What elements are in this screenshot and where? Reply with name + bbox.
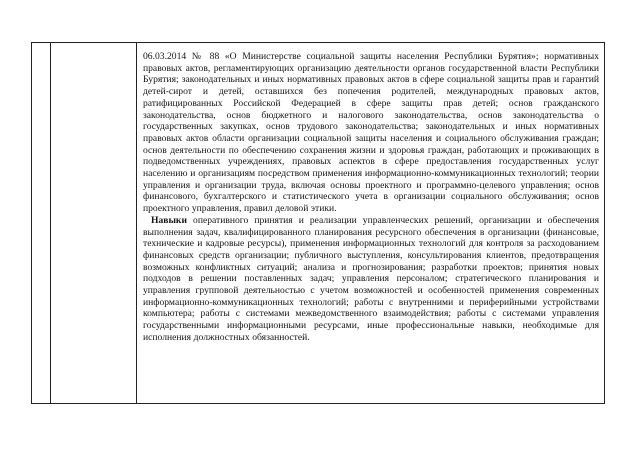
table-cell-position [51,43,137,404]
table-cell-number [32,43,51,404]
skills-label: Навыки [151,214,187,226]
table-row [32,43,605,404]
skills-paragraph [143,215,599,344]
knowledge-paragraph: 06.03.2014 № 88 «О Министерстве социальной защиты населения Республики Бурятия»; нормативных правовых актов, регламентирующих организацию деятельности органов государственной власти Республики Бурятия; законодательных и иных нормативных правовых актов в сфере социальной защиты прав и гарантий детей-сирот и детей, оставшихся без попечения родителей, международных правовых актов, ратифицированных Российской Федерацией в сфере защиты прав детей; основ гражданского законодательства, основ бюджетного и налогового законодательства, основ законодательства о государственных закупках, основ трудового законодательства; законодательных и иных нормативных правовых актов области организации социальной защиты населения и социального обслуживания граждан; основ деятельности по обеспечению сохранения жизни и здоровья граждан, работающих и проживающих в подведомственных учреждениях, правовых аспектов в сфере предоставления государственных услуг населению и организациям посредством применения информационно-коммуникационных технологий; теории управления и организации труда, включая основы проектного и программно-целевого управления; основ финансового, бухгалтерского и статистического учета в организации социального обслуживания; основ проектного управления, правил деловой этики. [143,51,599,215]
skills-text: оперативного принятия и реализации управленческих решений, организации и обеспечения выполнения задач, квалифицированного планирования ресурсного обеспечения в организации (финансовые, технические и кадровые ресурсы), применения информационных технологий для контроля за расходованием финансовых средств организации; публичного выступления, консультирования клиентов, предотвращения возможных конфликтных ситуаций; анализа и прогнозирования; разработки проектов; принятия новых подходов в решении поставленных задач; управления персоналом; стратегического планирования и управления групповой деятельностью с учетом возможностей и особенностей применения современных информационно-коммуникационных технологий; работы с внутренними и периферийными устройствами компьютера; работы с системами межведомственного взаимодействия; работы с системами управления государственными информационными ресурсами, иные профессиональные навыки, необходимые для исполнения должностных обязанностей. [143,214,599,343]
document-table [31,42,605,404]
table-cell-requirements [137,43,605,404]
